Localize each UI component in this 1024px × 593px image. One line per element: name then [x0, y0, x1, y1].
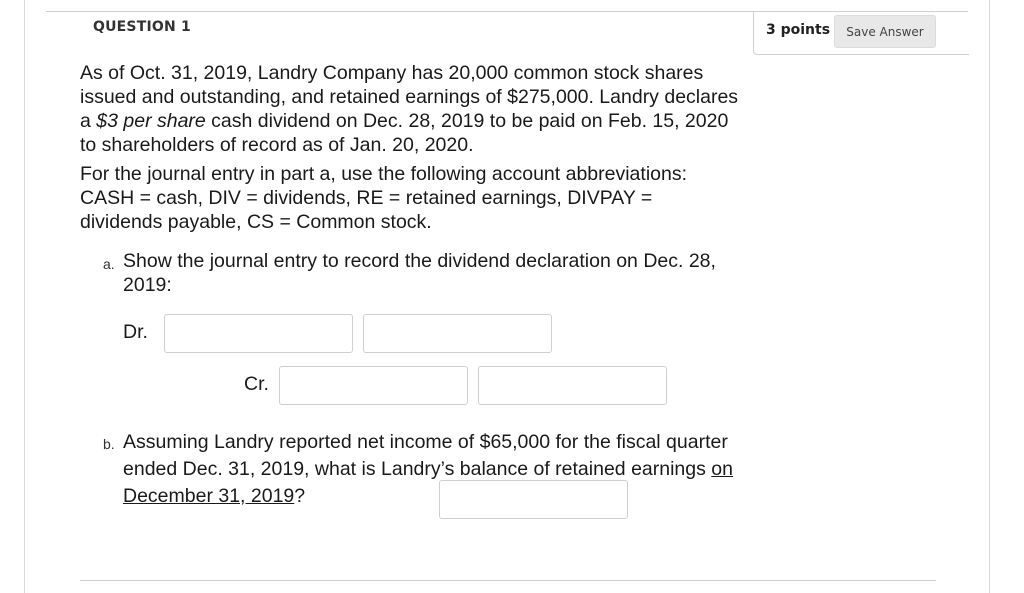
- debit-label: Dr.: [123, 321, 148, 343]
- question-paragraph-2: For the journal entry in part a, use the following account abbreviations: CASH = cash, DIV = dividends, RE = retained earnings, DIVPAY = dividends payable, CS = Common stock.: [80, 163, 688, 233]
- debit-amount-input[interactable]: [363, 314, 552, 353]
- question-bottom-divider: [80, 580, 936, 581]
- part-b-date-underlined: on December 31, 2019: [123, 458, 733, 507]
- question-text-emphasis: $3 per share: [96, 110, 206, 132]
- credit-account-input[interactable]: [279, 366, 468, 405]
- question-paragraph-1: [80, 61, 740, 157]
- part-b-text: [123, 429, 733, 510]
- part-a-marker: a.: [103, 256, 115, 272]
- page-frame-right: [989, 0, 990, 593]
- part-b-marker: b.: [103, 436, 115, 452]
- debit-account-input[interactable]: [164, 314, 353, 353]
- part-b-text-main: Assuming Landry reported net income of $65,000 for the fiscal quarter ended Dec. 31, 2019, what is Landry’s balance of retained earnings: [123, 431, 728, 480]
- retained-earnings-answer-input[interactable]: [439, 480, 628, 519]
- page-frame-left: [24, 0, 25, 593]
- question-title: QUESTION 1: [93, 19, 191, 35]
- credit-amount-input[interactable]: [478, 366, 667, 405]
- question-text-part1: As of Oct. 31, 2019, Landry Company has 20,000 common stock shares issued and outstanding, and retained earnings of $275,000. Landry declares a: [80, 62, 739, 132]
- save-answer-button[interactable]: Save Answer: [834, 15, 936, 48]
- credit-label: Cr.: [244, 373, 269, 395]
- part-a-text: Show the journal entry to record the dividend declaration on Dec. 28, 2019:: [123, 250, 716, 296]
- question-points: 3 points: [766, 22, 831, 38]
- part-b-question-mark: ?: [294, 485, 306, 507]
- question-text-part2: cash dividend on Dec. 28, 2019 to be paid on Feb. 15, 2020 to shareholders of record as of Jan. 20, 2020.: [80, 110, 729, 156]
